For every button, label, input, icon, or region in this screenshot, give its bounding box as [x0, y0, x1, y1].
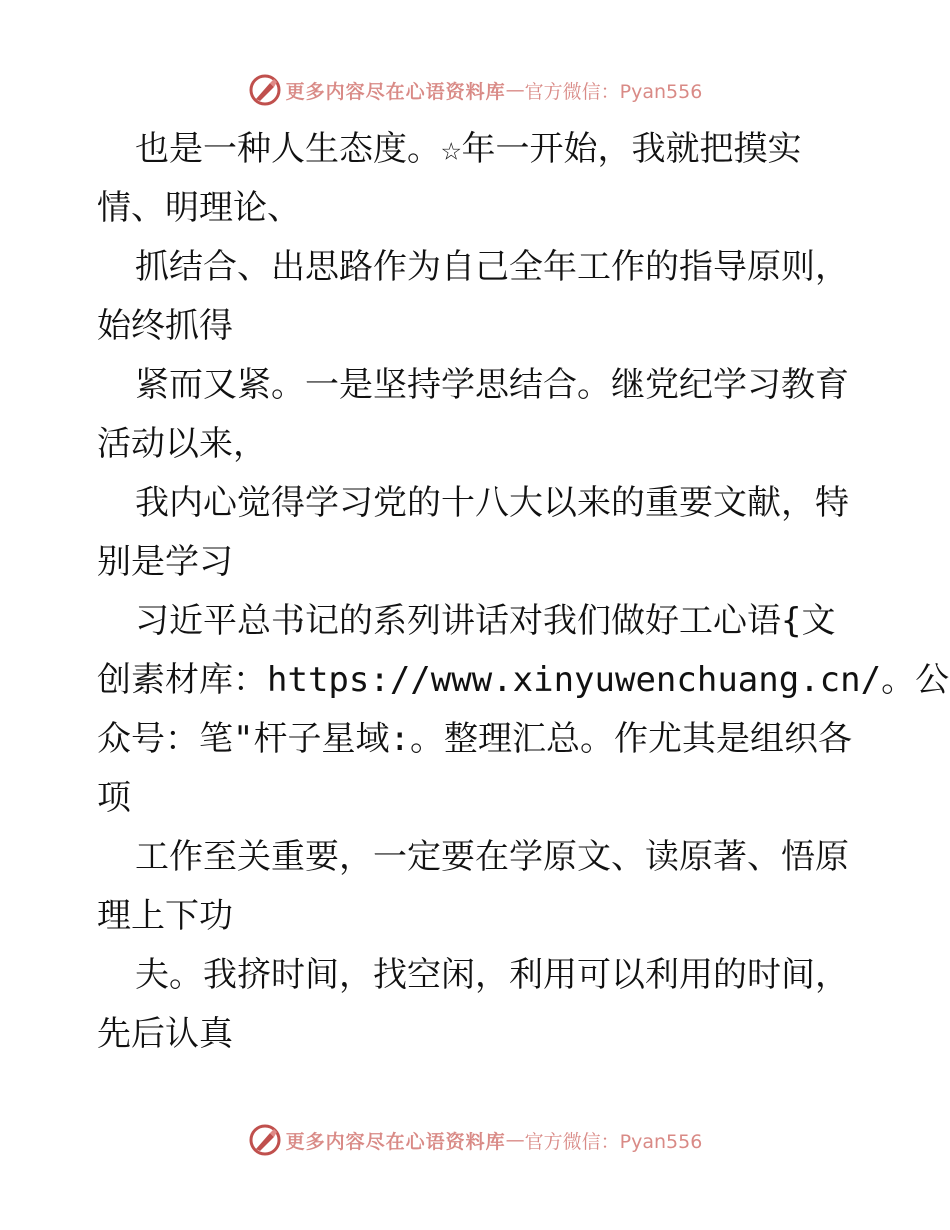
body-line: 先后认真	[97, 1014, 233, 1054]
body-line: 夫。我挤时间，找空闲，利用可以利用的时间，	[135, 955, 849, 995]
body-line: 也是一种人生态度。☆年一开始，我就把摸实	[135, 129, 802, 169]
body-line: 工作至关重要，一定要在学原文、读原著、悟原	[135, 837, 849, 877]
footer-banner	[0, 1120, 950, 1160]
body-line: 众号：笔"杆子星域:。整理汇总。作尤其是组织各	[97, 719, 852, 759]
banner-dash: —	[505, 79, 525, 101]
body-line: 习近平总书记的系列讲话对我们做好工心语{文	[135, 601, 836, 641]
body-line: 我内心觉得学习党的十八大以来的重要文献，特	[135, 483, 849, 523]
body-line: 创素材库：https://www.xinyuwenchuang.cn/。公	[97, 660, 950, 700]
banner-contact: 官方微信：Pyan556	[524, 80, 703, 103]
banner-title: 更多内容尽在心语资料库	[285, 1130, 506, 1153]
body-line: 抓结合、出思路作为自己全年工作的指导原则，	[135, 247, 849, 287]
body-line: 别是学习	[97, 542, 233, 582]
body-line: 活动以来，	[97, 424, 267, 464]
banner-contact: 官方微信：Pyan556	[524, 1130, 703, 1153]
pen-logo-icon	[248, 73, 282, 107]
pen-logo-icon	[248, 1123, 282, 1157]
body-line: 项	[97, 778, 131, 818]
body-line: 始终抓得	[97, 306, 233, 346]
banner-title: 更多内容尽在心语资料库	[285, 80, 506, 103]
body-line: 情、明理论、	[97, 188, 301, 228]
header-banner	[0, 70, 950, 110]
body-line: 理上下功	[97, 896, 233, 936]
body-line: 紧而又紧。一是坚持学思结合。继党纪学习教育	[135, 365, 849, 405]
document-body	[97, 120, 950, 1064]
banner-dash: —	[505, 1129, 525, 1151]
